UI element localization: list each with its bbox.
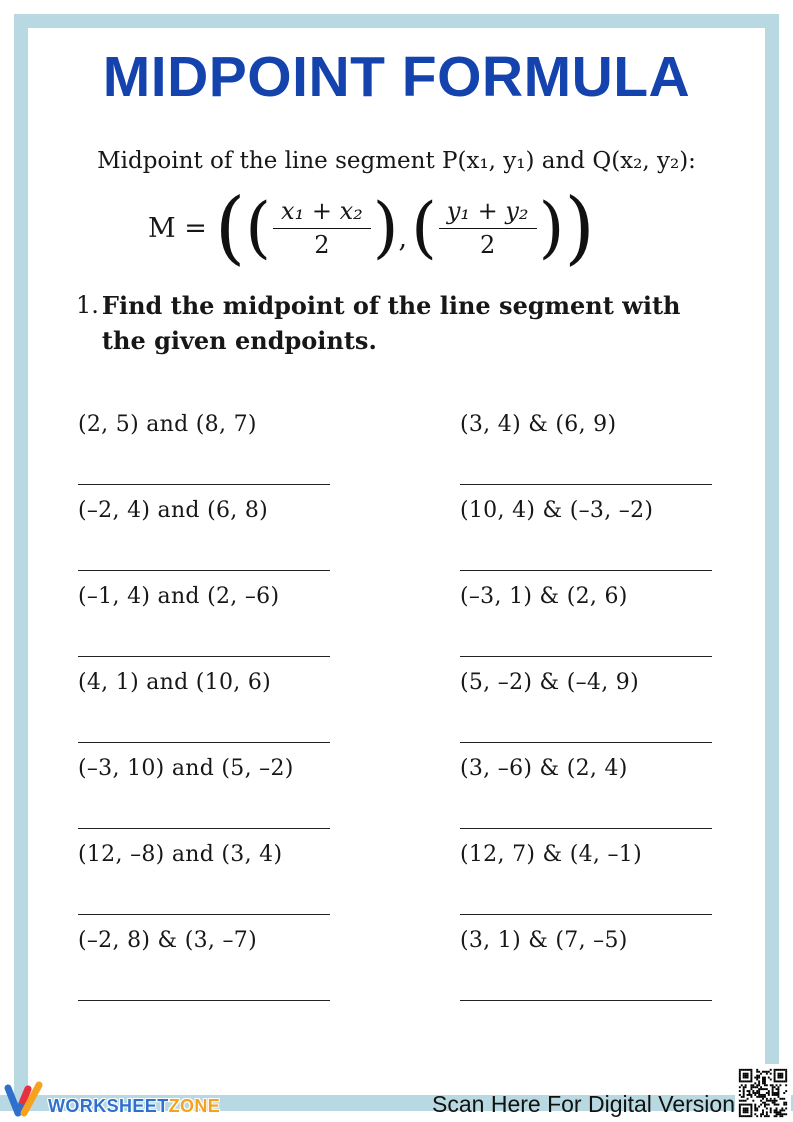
instruction-line1: Find the midpoint of the line segment with xyxy=(101,291,681,320)
answer-blank xyxy=(460,656,712,657)
paren-close-frac1: ) xyxy=(372,189,399,267)
problem-2-left xyxy=(78,498,330,584)
problem-5-left xyxy=(78,756,330,842)
answer-blank xyxy=(460,570,712,571)
problem-text: (10, 4) & (–3, –2) xyxy=(460,498,654,523)
problem-2-right xyxy=(460,498,712,584)
fraction-y-numerator: y₁ + y₂ xyxy=(439,197,537,229)
paren-open-frac1: ( xyxy=(245,189,272,267)
problem-text: (2, 5) and (8, 7) xyxy=(78,412,257,437)
problem-text: (–3, 10) and (5, –2) xyxy=(78,756,294,781)
problem-7-right xyxy=(460,928,712,1014)
brand-zone: ZONE xyxy=(168,1096,221,1116)
answer-blank xyxy=(78,914,330,915)
problem-6-right xyxy=(460,842,712,928)
formula-description: Midpoint of the line segment P(x₁, y₁) and Q(x₂, y₂): xyxy=(97,148,696,174)
midpoint-formula xyxy=(148,182,595,274)
formula-lhs: M = xyxy=(148,212,207,244)
answer-blank xyxy=(460,1000,712,1001)
page-title: MIDPOINT FORMULA xyxy=(102,45,691,109)
fraction-x xyxy=(273,197,371,259)
problem-text: (3, –6) & (2, 4) xyxy=(460,756,628,781)
problem-text: (3, 4) & (6, 9) xyxy=(460,412,617,437)
problems-grid xyxy=(78,412,712,1014)
answer-blank xyxy=(460,484,712,485)
problem-4-left xyxy=(78,670,330,756)
problem-3-right xyxy=(460,584,712,670)
answer-blank xyxy=(78,570,330,571)
answer-blank xyxy=(460,914,712,915)
problem-1-left xyxy=(78,412,330,498)
problem-text: (12, 7) & (4, –1) xyxy=(460,842,642,867)
answer-blank xyxy=(78,828,330,829)
answer-blank xyxy=(460,742,712,743)
brand-worksheet: WORKSHEET xyxy=(48,1096,169,1116)
qr-code xyxy=(735,1064,791,1122)
problem-text: (3, 1) & (7, –5) xyxy=(460,928,628,953)
worksheetzone-wordmark xyxy=(48,1096,220,1117)
fraction-x-denominator: 2 xyxy=(314,231,330,259)
answer-blank xyxy=(78,484,330,485)
fraction-y xyxy=(439,197,537,259)
instruction-number: 1. xyxy=(76,291,99,319)
problem-1-right xyxy=(460,412,712,498)
problem-text: (–1, 4) and (2, –6) xyxy=(78,584,280,609)
paren-close-outer: ) xyxy=(564,182,595,274)
paren-open-frac2: ( xyxy=(411,189,437,267)
instruction-text xyxy=(102,288,681,358)
problem-4-right xyxy=(460,670,712,756)
problem-text: (–3, 1) & (2, 6) xyxy=(460,584,628,609)
problem-text: (4, 1) and (10, 6) xyxy=(78,670,272,695)
worksheetzone-logo-icon xyxy=(2,1072,50,1120)
answer-blank xyxy=(78,656,330,657)
problem-text: (12, –8) and (3, 4) xyxy=(78,842,283,867)
answer-blank xyxy=(78,1000,330,1001)
problem-7-left xyxy=(78,928,330,1014)
paren-open-outer: ( xyxy=(214,182,246,274)
formula-comma: , xyxy=(398,223,408,254)
frame-border-left xyxy=(14,14,28,1111)
fraction-x-numerator: x₁ + x₂ xyxy=(273,197,371,229)
answer-blank xyxy=(460,828,712,829)
problem-text: (–2, 8) & (3, –7) xyxy=(78,928,257,953)
instruction-line2: the given endpoints. xyxy=(101,326,377,355)
problem-5-right xyxy=(460,756,712,842)
fraction-y-denominator: 2 xyxy=(480,231,496,259)
answer-blank xyxy=(78,742,330,743)
paren-close-frac2: ) xyxy=(538,189,565,267)
problem-text: (5, –2) & (–4, 9) xyxy=(460,670,639,695)
frame-border-top xyxy=(14,14,779,28)
problem-text: (–2, 4) and (6, 8) xyxy=(78,498,269,523)
problem-3-left xyxy=(78,584,330,670)
scan-here-label: Scan Here For Digital Version xyxy=(432,1091,735,1117)
problem-6-left xyxy=(78,842,330,928)
instruction xyxy=(76,288,680,358)
